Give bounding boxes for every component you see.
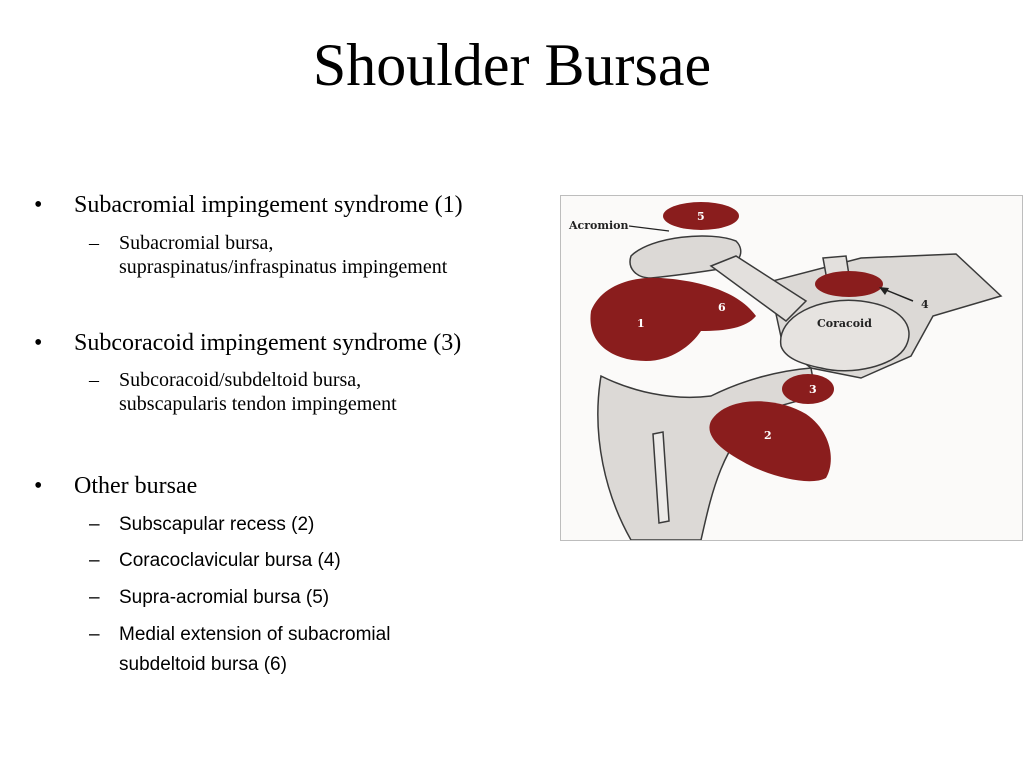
subitem-line: Subcoracoid/subdeltoid bursa, <box>119 369 362 391</box>
label-bursa-3: 3 <box>809 383 817 396</box>
dash-marker: – <box>89 624 100 645</box>
bullet-marker: • <box>34 330 43 356</box>
bullet-subcoracoid-impingement <box>34 328 462 358</box>
subitem-line: Subscapular recess (2) <box>119 514 315 535</box>
label-bursa-6: 6 <box>718 301 726 314</box>
subitem-subacromial-bursa <box>89 231 448 279</box>
label-coracoid: Coracoid <box>817 317 872 330</box>
subitem-line: Medial extension of subacromial <box>119 624 391 645</box>
label-bursa-2: 2 <box>764 429 772 442</box>
bullet-text: Subacromial impingement syndrome (1) <box>74 192 463 218</box>
bullet-other-bursae <box>34 471 198 501</box>
subitem-subscapular-recess <box>89 510 315 540</box>
subitem-coracoclavicular-bursa <box>89 546 341 576</box>
bullet-marker: • <box>34 192 43 218</box>
shoulder-illustration <box>561 196 1022 540</box>
bullet-text: Subcoracoid impingement syndrome (3) <box>74 330 462 356</box>
subitem-line: supraspinatus/infraspinatus impingement <box>119 256 448 278</box>
dash-marker: – <box>89 514 100 535</box>
label-acromion: Acromion <box>569 219 629 232</box>
subitem-line: subscapularis tendon impingement <box>119 393 397 415</box>
bullet-marker: • <box>34 473 43 499</box>
dash-marker: – <box>89 369 99 391</box>
slide-title: Shoulder Bursae <box>312 32 712 98</box>
subitem-subcoracoid-bursa <box>89 368 397 416</box>
label-bursa-4: 4 <box>921 298 929 311</box>
subitem-supra-acromial-bursa <box>89 583 330 613</box>
dash-marker: – <box>89 587 100 608</box>
bursa-3 <box>782 374 834 404</box>
bullet-text: Other bursae <box>74 473 198 499</box>
subitem-medial-extension <box>89 620 391 680</box>
dash-marker: – <box>89 232 99 254</box>
bullet-subacromial-impingement <box>34 190 463 220</box>
subitem-line: subdeltoid bursa (6) <box>119 654 287 675</box>
label-bursa-5: 5 <box>697 210 705 223</box>
dash-marker: – <box>89 550 100 571</box>
subitem-line: Supra-acromial bursa (5) <box>119 587 330 608</box>
subitem-line: Subacromial bursa, <box>119 232 274 254</box>
subitem-line: Coracoclavicular bursa (4) <box>119 550 341 571</box>
label-bursa-1: 1 <box>637 317 645 330</box>
shoulder-diagram <box>560 195 1023 541</box>
bursa-4 <box>815 271 883 297</box>
